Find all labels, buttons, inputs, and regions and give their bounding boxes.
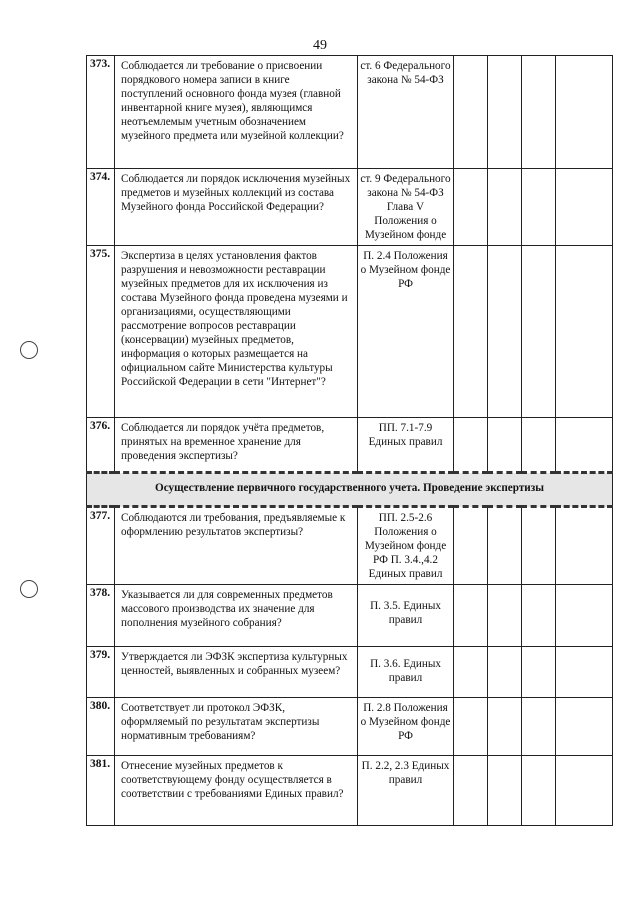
answer-cell-yes[interactable] xyxy=(454,246,488,418)
answer-cell-na[interactable] xyxy=(522,418,556,473)
row-number: 374. xyxy=(87,169,115,246)
notes-cell[interactable] xyxy=(556,585,613,647)
answer-cell-na[interactable] xyxy=(522,756,556,826)
answer-cell-yes[interactable] xyxy=(454,169,488,246)
table-row xyxy=(87,647,613,698)
answer-cell-yes[interactable] xyxy=(454,647,488,698)
table-row xyxy=(87,585,613,647)
legal-reference-cell: ПП. 2.5-2.6 Положения о Музейном фонде РФ П. 3.4.,4.2 Единых правил xyxy=(358,507,454,585)
row-number: 377. xyxy=(87,507,115,585)
answer-cell-no[interactable] xyxy=(488,56,522,169)
question-cell: Утверждается ли ЭФЗК экспертиза культурных ценностей, выявленных и собранных музеем? xyxy=(115,647,358,698)
answer-cell-na[interactable] xyxy=(522,585,556,647)
row-number: 378. xyxy=(87,585,115,647)
answer-cell-yes[interactable] xyxy=(454,507,488,585)
section-header-row xyxy=(87,473,613,507)
answer-cell-no[interactable] xyxy=(488,418,522,473)
notes-cell[interactable] xyxy=(556,698,613,756)
answer-cell-na[interactable] xyxy=(522,246,556,418)
question-cell: Соответствует ли протокол ЭФЗК, оформляемый по результатам экспертизы нормативным требованиям? xyxy=(115,698,358,756)
row-number: 375. xyxy=(87,246,115,418)
question-cell: Отнесение музейных предметов к соответствующему фонду осуществляется в соответствии с требованиями Единых правил? xyxy=(115,756,358,826)
answer-cell-yes[interactable] xyxy=(454,756,488,826)
notes-cell[interactable] xyxy=(556,56,613,169)
table-row xyxy=(87,507,613,585)
question-cell: Соблюдаются ли требования, предъявляемые к оформлению результатов экспертизы? xyxy=(115,507,358,585)
table-row xyxy=(87,169,613,246)
answer-cell-no[interactable] xyxy=(488,507,522,585)
notes-cell[interactable] xyxy=(556,418,613,473)
answer-cell-na[interactable] xyxy=(522,647,556,698)
legal-reference-cell: П. 2.8 Положения о Музейном фонде РФ xyxy=(358,698,454,756)
question-cell: Соблюдается ли порядок учёта предметов, принятых на временное хранение для проведения экспертизы? xyxy=(115,418,358,473)
checklist-table xyxy=(86,55,613,826)
notes-cell[interactable] xyxy=(556,507,613,585)
legal-reference-cell: П. 2.4 Положения о Музейном фонде РФ xyxy=(358,246,454,418)
row-number: 381. xyxy=(87,756,115,826)
table-row xyxy=(87,56,613,169)
answer-cell-na[interactable] xyxy=(522,56,556,169)
legal-reference-cell: П. 2.2, 2.3 Единых правил xyxy=(358,756,454,826)
answer-cell-yes[interactable] xyxy=(454,56,488,169)
table-row xyxy=(87,698,613,756)
table-row xyxy=(87,418,613,473)
answer-cell-na[interactable] xyxy=(522,698,556,756)
answer-cell-no[interactable] xyxy=(488,169,522,246)
notes-cell[interactable] xyxy=(556,169,613,246)
answer-cell-yes[interactable] xyxy=(454,585,488,647)
question-cell: Соблюдается ли порядок исключения музейных предметов и музейных коллекций из состава Музейного фонда Российской Федерации? xyxy=(115,169,358,246)
notes-cell[interactable] xyxy=(556,647,613,698)
section-title: Осуществление первичного государственного учета. Проведение экспертизы xyxy=(87,473,613,507)
answer-cell-no[interactable] xyxy=(488,647,522,698)
page-number: 49 xyxy=(313,38,327,53)
legal-reference-cell: ст. 6 Федерального закона № 54-ФЗ xyxy=(358,56,454,169)
punch-hole-mark xyxy=(20,341,38,359)
legal-reference-cell: П. 3.5. Единых правил xyxy=(358,585,454,647)
question-cell: Экспертиза в целях установления фактов разрушения и невозможности реставрации музейных предметов для их исключения из состава Музейного фонда проведена музеями и организациями, осуществляющими рассмотрение вопросов реставрации (консервации) музейных предметов, информация о которых размещается на официальном сайте Министерства культуры Российской Федерации в сети "Интернет"? xyxy=(115,246,358,418)
row-number: 380. xyxy=(87,698,115,756)
answer-cell-no[interactable] xyxy=(488,246,522,418)
row-number: 376. xyxy=(87,418,115,473)
answer-cell-no[interactable] xyxy=(488,698,522,756)
answer-cell-na[interactable] xyxy=(522,507,556,585)
question-cell: Указывается ли для современных предметов массового производства их значение для пополнения музейного собрания? xyxy=(115,585,358,647)
answer-cell-na[interactable] xyxy=(522,169,556,246)
answer-cell-no[interactable] xyxy=(488,585,522,647)
punch-hole-mark xyxy=(20,580,38,598)
notes-cell[interactable] xyxy=(556,246,613,418)
answer-cell-no[interactable] xyxy=(488,756,522,826)
legal-reference-cell: ПП. 7.1-7.9 Единых правил xyxy=(358,418,454,473)
question-cell: Соблюдается ли требование о присвоении порядкового номера записи в книге поступлений основного фонда музея (главной инвентарной книге музея), являющимся неотъемлемым учетным обозначением музейного предмета или музейной коллекции? xyxy=(115,56,358,169)
row-number: 373. xyxy=(87,56,115,169)
answer-cell-yes[interactable] xyxy=(454,418,488,473)
legal-reference-cell: П. 3.6. Единых правил xyxy=(358,647,454,698)
table-row xyxy=(87,756,613,826)
answer-cell-yes[interactable] xyxy=(454,698,488,756)
row-number: 379. xyxy=(87,647,115,698)
notes-cell[interactable] xyxy=(556,756,613,826)
legal-reference-cell: ст. 9 Федерального закона № 54-ФЗ Глава V Положения о Музейном фонде xyxy=(358,169,454,246)
table-row xyxy=(87,246,613,418)
